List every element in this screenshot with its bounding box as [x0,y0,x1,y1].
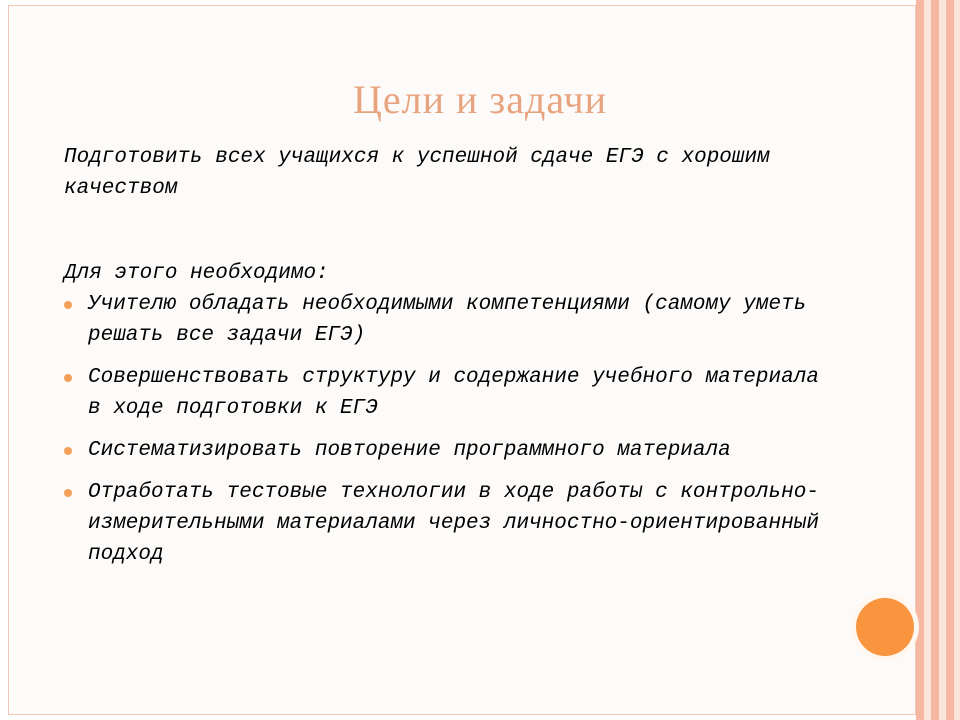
bullet-dot-icon [64,374,72,382]
list-item [64,362,834,424]
bullet-dot-icon [64,447,72,455]
list-item-text: Отработать тестовые технологии в ходе работы с контрольно-измерительными материалами через личностно-ориентированный подход [88,481,819,566]
intro-text: Для этого необходимо: [64,262,329,285]
list-item [64,289,834,351]
task-list [64,289,834,570]
list-item-text: Учителю обладать необходимыми компетенциями (самому уметь решать все задачи ЕГЭ) [88,293,807,347]
goal-text: Подготовить всех учащихся к успешной сдаче ЕГЭ с хорошим качеством [64,146,770,200]
list-item [64,477,834,570]
bullet-dot-icon [64,301,72,309]
list-item-text: Совершенствовать структуру и содержание учебного материала в ходе подготовки к ЕГЭ [88,366,819,420]
decorative-circle-icon [856,598,914,656]
bullet-dot-icon [64,489,72,497]
slide-content [64,142,834,581]
list-item [64,435,834,466]
slide-title: Цели и задачи [353,77,607,122]
list-item-text: Систематизировать повторение программного материала [88,439,731,462]
